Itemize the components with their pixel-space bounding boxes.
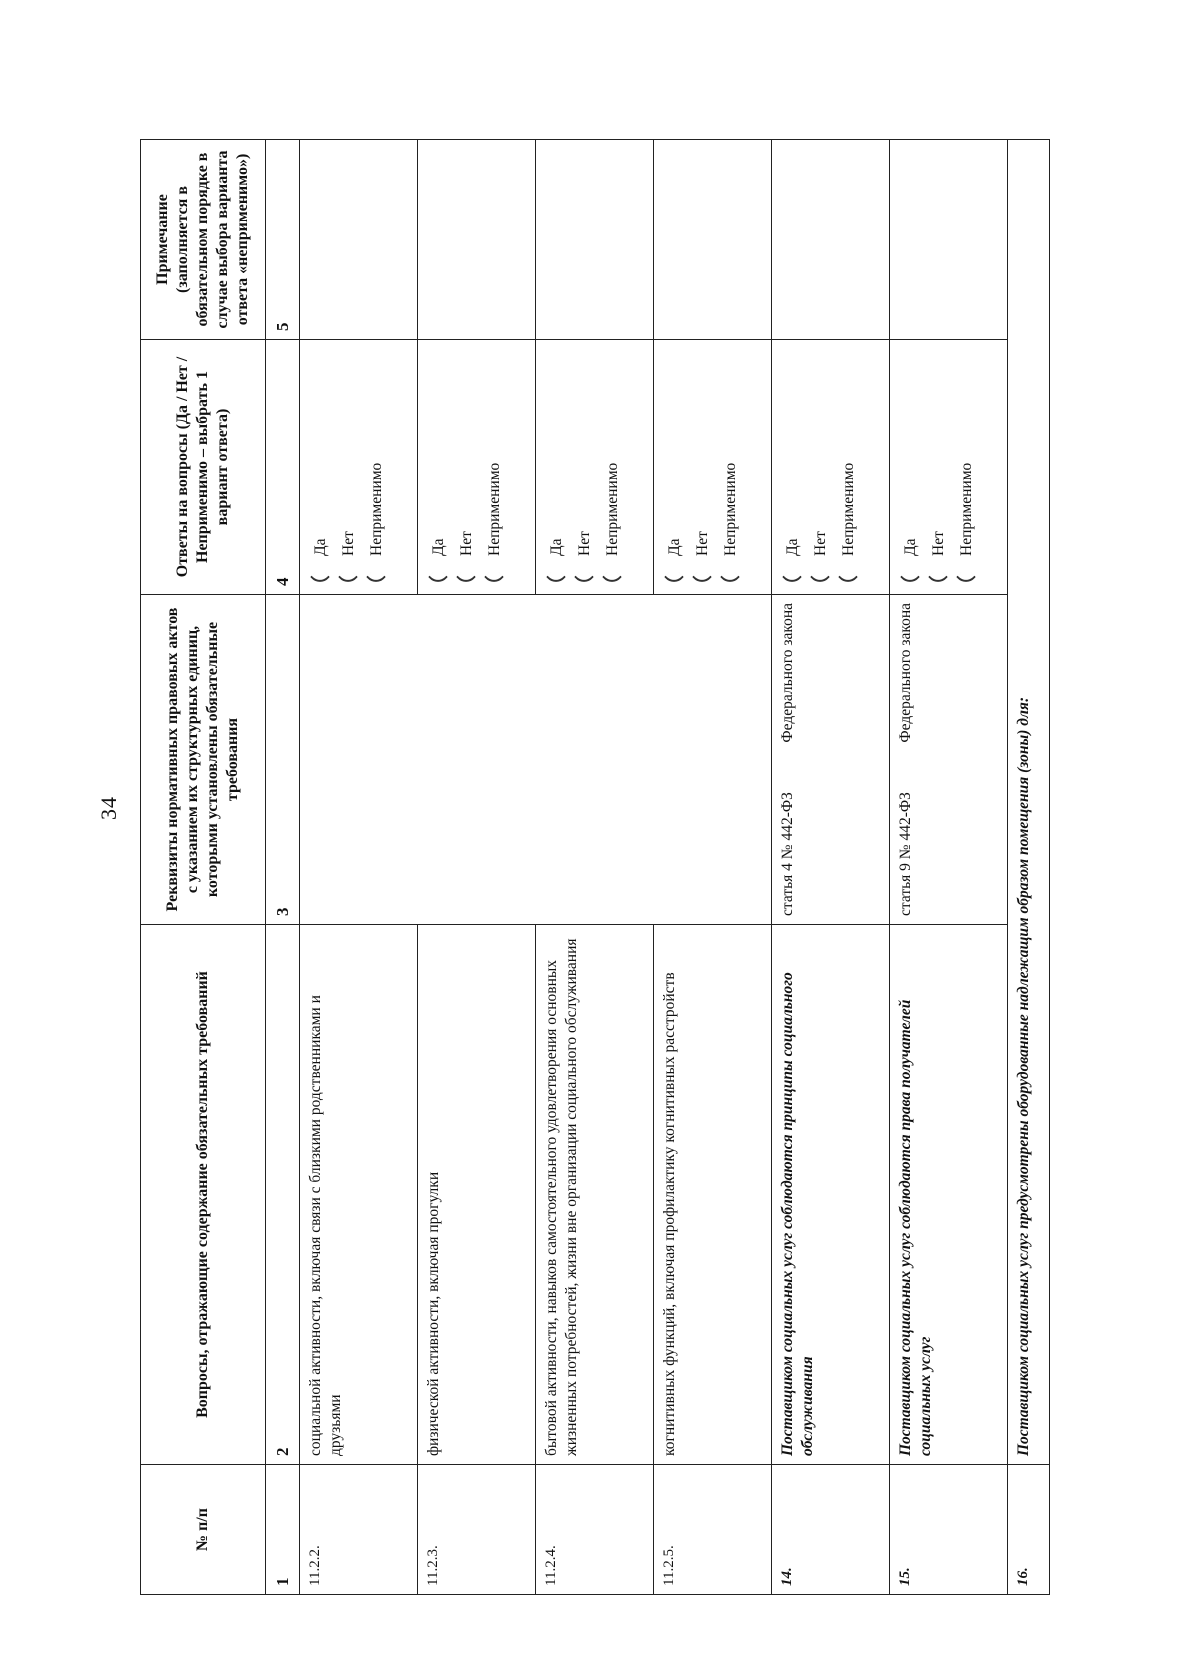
row-number: 11.2.5.: [654, 1465, 772, 1595]
radio-icon[interactable]: [456, 567, 476, 587]
radio-icon[interactable]: [338, 567, 358, 587]
requisites-article: статья 9 № 442-ФЗ: [897, 792, 915, 916]
column-number: 3: [266, 595, 300, 925]
requisites-law: Федерального закона: [779, 603, 797, 743]
answer-option-na[interactable]: Неприменимо: [598, 348, 626, 586]
answer-option-no[interactable]: Нет: [570, 348, 598, 586]
answer-option-no[interactable]: Нет: [806, 348, 834, 586]
row-note[interactable]: [418, 140, 536, 340]
answer-option-yes[interactable]: Да: [778, 348, 806, 586]
row-question: когнитивных функций, включая профилактику когнитивных расстройств: [654, 925, 772, 1465]
column-number: 1: [266, 1465, 300, 1595]
row-answers: [300, 340, 418, 595]
radio-icon[interactable]: [782, 567, 802, 587]
row-requisites: [772, 595, 890, 925]
radio-icon[interactable]: [366, 567, 386, 587]
answer-option-yes[interactable]: Да: [660, 348, 688, 586]
row-note[interactable]: [300, 140, 418, 340]
radio-icon[interactable]: [720, 567, 740, 587]
radio-icon[interactable]: [664, 567, 684, 587]
radio-icon[interactable]: [900, 567, 920, 587]
answer-option-no[interactable]: Нет: [924, 348, 952, 586]
radio-icon[interactable]: [928, 567, 948, 587]
row-answers: [890, 340, 1008, 595]
header-answers: Ответы на вопросы (Да / Нет / Неприменимо – выбрать 1 вариант ответа): [141, 340, 266, 595]
table-row: [300, 140, 418, 1595]
column-number: 5: [266, 140, 300, 340]
row-note[interactable]: [536, 140, 654, 340]
answer-option-yes[interactable]: Да: [424, 348, 452, 586]
answer-option-no[interactable]: Нет: [688, 348, 716, 586]
row-answers: [536, 340, 654, 595]
row-note[interactable]: [654, 140, 772, 340]
row-requisites: [300, 595, 772, 925]
header-requisites: Реквизиты нормативных правовых актов с указанием их структурных единиц, которыми установлены обязательные требования: [141, 595, 266, 925]
radio-icon[interactable]: [310, 567, 330, 587]
row-number: 11.2.2.: [300, 1465, 418, 1595]
answer-option-na[interactable]: Неприменимо: [834, 348, 862, 586]
answer-option-na[interactable]: Неприменимо: [480, 348, 508, 586]
header-num: № п/п: [141, 1465, 266, 1595]
row-number: 16.: [1008, 1465, 1050, 1595]
answer-option-yes[interactable]: Да: [896, 348, 924, 586]
column-number: 4: [266, 340, 300, 595]
row-answers: [418, 340, 536, 595]
answer-option-no[interactable]: Нет: [452, 348, 480, 586]
row-number: 14.: [772, 1465, 890, 1595]
requirements-table: [140, 139, 1050, 1595]
row-number: 11.2.4.: [536, 1465, 654, 1595]
answer-option-na[interactable]: Неприменимо: [716, 348, 744, 586]
column-number: 2: [266, 925, 300, 1465]
answer-option-yes[interactable]: Да: [542, 348, 570, 586]
radio-icon[interactable]: [838, 567, 858, 587]
requisites-article: статья 4 № 442-ФЗ: [779, 792, 797, 916]
radio-icon[interactable]: [810, 567, 830, 587]
row-answers: [654, 340, 772, 595]
row-question: физической активности, включая прогулки: [418, 925, 536, 1465]
row-answers: [772, 340, 890, 595]
row-question: Поставщиком социальных услуг предусмотрены оборудованные надлежащим образом помещения (зоны) для:: [1008, 140, 1050, 1465]
column-number-row: [266, 140, 300, 1595]
radio-icon[interactable]: [692, 567, 712, 587]
answer-option-na[interactable]: Неприменимо: [362, 348, 390, 586]
table-row: [772, 140, 890, 1595]
requisites-law: Федерального закона: [897, 603, 915, 743]
row-question: Поставщиком социальных услуг соблюдаются принципы социального обслуживания: [772, 925, 890, 1465]
row-question: социальной активности, включая связи с близкими родственниками и друзьями: [300, 925, 418, 1465]
radio-icon[interactable]: [428, 567, 448, 587]
radio-icon[interactable]: [546, 567, 566, 587]
table-row: [890, 140, 1008, 1595]
header-row: [141, 140, 266, 1595]
row-question: бытовой активности, навыков самостоятельного удовлетворения основных жизненных потребностей, жизни вне организации социального обслуживания: [536, 925, 654, 1465]
row-note[interactable]: [772, 140, 890, 340]
radio-icon[interactable]: [602, 567, 622, 587]
row-requisites: [890, 595, 1008, 925]
row-number: 15.: [890, 1465, 1008, 1595]
answer-option-na[interactable]: Неприменимо: [952, 348, 980, 586]
header-note: Примечание (заполняется в обязательном порядке в случае выбора варианта ответа «неприменимо»): [141, 140, 266, 340]
row-note[interactable]: [890, 140, 1008, 340]
row-number: 11.2.3.: [418, 1465, 536, 1595]
row-question: Поставщиком социальных услуг соблюдаются права получателей социальных услуг: [890, 925, 1008, 1465]
header-questions: Вопросы, отражающие содержание обязательных требований: [141, 925, 266, 1465]
answer-option-no[interactable]: Нет: [334, 348, 362, 586]
radio-icon[interactable]: [484, 567, 504, 587]
table-row-final: [1008, 140, 1050, 1595]
rotated-table-wrapper: [140, 140, 1033, 1595]
radio-icon[interactable]: [574, 567, 594, 587]
answer-option-yes[interactable]: Да: [306, 348, 334, 586]
radio-icon[interactable]: [956, 567, 976, 587]
page-number: 34: [96, 796, 121, 820]
